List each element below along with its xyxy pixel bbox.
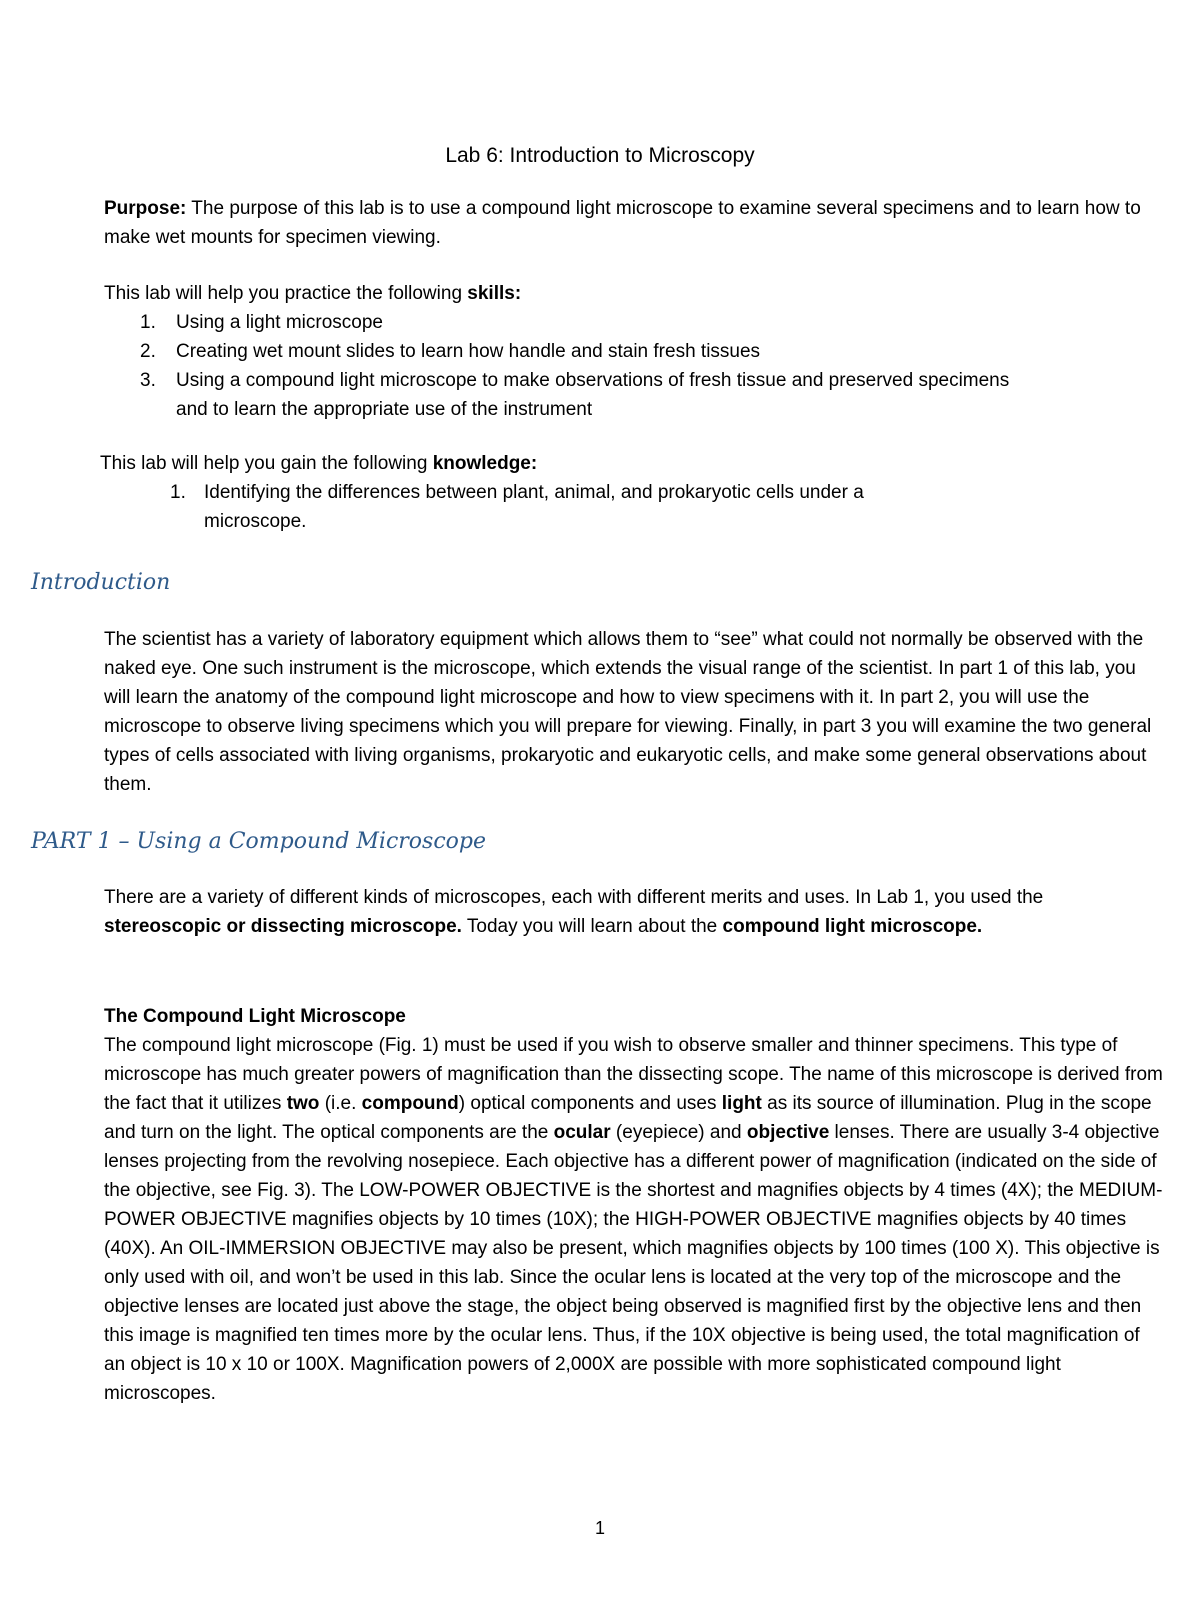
purpose-paragraph	[104, 194, 1164, 252]
list-number: 1.	[170, 482, 186, 503]
compound-text: The compound light microscope (Fig. 1) must be used if you wish to observe smaller and thinner specimens. This type of microscope has much greater powers of magnification than the dissecting scope. The name of this microscope is derived from the fact that it utilizes	[104, 1035, 1163, 1114]
part1-paragraph	[104, 883, 1164, 941]
compound-bold-compound: compound	[361, 1093, 459, 1114]
skills-section	[104, 279, 1164, 424]
list-item	[100, 478, 1160, 536]
compound-text: (i.e.	[319, 1093, 362, 1114]
compound-bold-two: two	[286, 1093, 320, 1114]
knowledge-section	[100, 449, 1160, 536]
knowledge-intro	[100, 449, 1160, 478]
part1-bold-stereoscopic: stereoscopic or dissecting microscope.	[104, 916, 462, 937]
compound-text: as its source of illumination. Plug in the scope and turn on the light. The optical components are the	[104, 1093, 1152, 1143]
list-number: 2.	[140, 341, 156, 362]
introduction-heading: Introduction	[31, 570, 171, 595]
list-item	[104, 308, 1164, 337]
introduction-text: The scientist has a variety of laboratory equipment which allows them to “see” what could not normally be observed with the naked eye. One such instrument is the microscope, which extends the visual range of the scientist. In part 1 of this lab, you will learn the anatomy of the compound light microscope and how to view specimens with it. In part 2, you will use the microscope to observe living specimens which you will prepare for viewing. Finally, in part 3 you will examine the two general types of cells associated with living organisms, prokaryotic and eukaryotic cells, and make some general observations about them.	[104, 629, 1152, 795]
purpose-text: The purpose of this lab is to use a compound light microscope to examine several specimens and to learn how to make wet mounts for specimen viewing.	[104, 198, 1141, 248]
knowledge-intro-text: This lab will help you gain the following	[100, 453, 433, 474]
list-text: Creating wet mount slides to learn how handle and stain fresh tissues	[176, 341, 761, 362]
part1-text-a: There are a variety of different kinds of microscopes, each with different merits and uses. In Lab 1, you used the	[104, 887, 1044, 908]
purpose-label: Purpose:	[104, 198, 187, 219]
compound-text: lenses. There are usually 3-4 objective lenses projecting from the revolving nosepiece. Each objective has a different power of magnification (indicated on the side of the objective, see Fig. 3). The LOW-POWER OBJECTIVE is the shortest and magnifies objects by 4 times (4X); the MEDIUM-POWER OBJECTIVE magnifies objects by 10 times (10X); the HIGH-POWER OBJECTIVE magnifies objects by 40 times (40X). An OIL-IMMERSION OBJECTIVE may also be present, which magnifies objects by 100 times (100 X). This objective is only used with oil, and won’t be used in this lab. Since the ocular lens is located at the very top of the microscope and the objective lenses are located just above the stage, the object being observed is magnified first by the objective lens and then this image is magnified ten times more by the ocular lens. Thus, if the 10X objective is being used, the total magnification of an object is 10 x 10 or 100X. Magnification powers of 2,000X are possible with more sophisticated compound light microscopes.	[104, 1122, 1163, 1404]
knowledge-list	[100, 478, 1160, 536]
compound-bold-ocular: ocular	[553, 1122, 611, 1143]
compound-paragraph	[104, 1031, 1164, 1408]
list-item	[104, 366, 1164, 424]
skills-intro-text: This lab will help you practice the following	[104, 283, 468, 304]
part1-heading: PART 1 – Using a Compound Microscope	[31, 829, 487, 854]
skills-intro-bold: skills:	[467, 283, 522, 304]
knowledge-intro-bold: knowledge:	[432, 453, 538, 474]
list-text: Identifying the differences between plant, animal, and prokaryotic cells under a microscope.	[204, 482, 864, 532]
list-text: Using a compound light microscope to make observations of fresh tissue and preserved specimens and to learn the appropriate use of the instrument	[176, 370, 1010, 420]
list-item	[104, 337, 1164, 366]
list-number: 1.	[140, 312, 156, 333]
part1-text-c: Today you will learn about the	[461, 916, 723, 937]
list-number: 3.	[140, 370, 156, 391]
skills-list	[104, 308, 1164, 424]
compound-text: (eyepiece) and	[610, 1122, 747, 1143]
introduction-paragraph	[104, 625, 1164, 799]
compound-bold-light: light	[721, 1093, 762, 1114]
compound-bold-objective: objective	[746, 1122, 830, 1143]
page-title: Lab 6: Introduction to Microscopy	[445, 144, 755, 167]
page-number: 1	[594, 1518, 605, 1538]
list-text: Using a light microscope	[176, 312, 383, 333]
compound-heading: The Compound Light Microscope	[104, 1006, 406, 1027]
compound-text: ) optical components and uses	[458, 1093, 722, 1114]
part1-bold-compound: compound light microscope.	[722, 916, 983, 937]
compound-section	[104, 1002, 1164, 1408]
skills-intro	[104, 279, 1164, 308]
